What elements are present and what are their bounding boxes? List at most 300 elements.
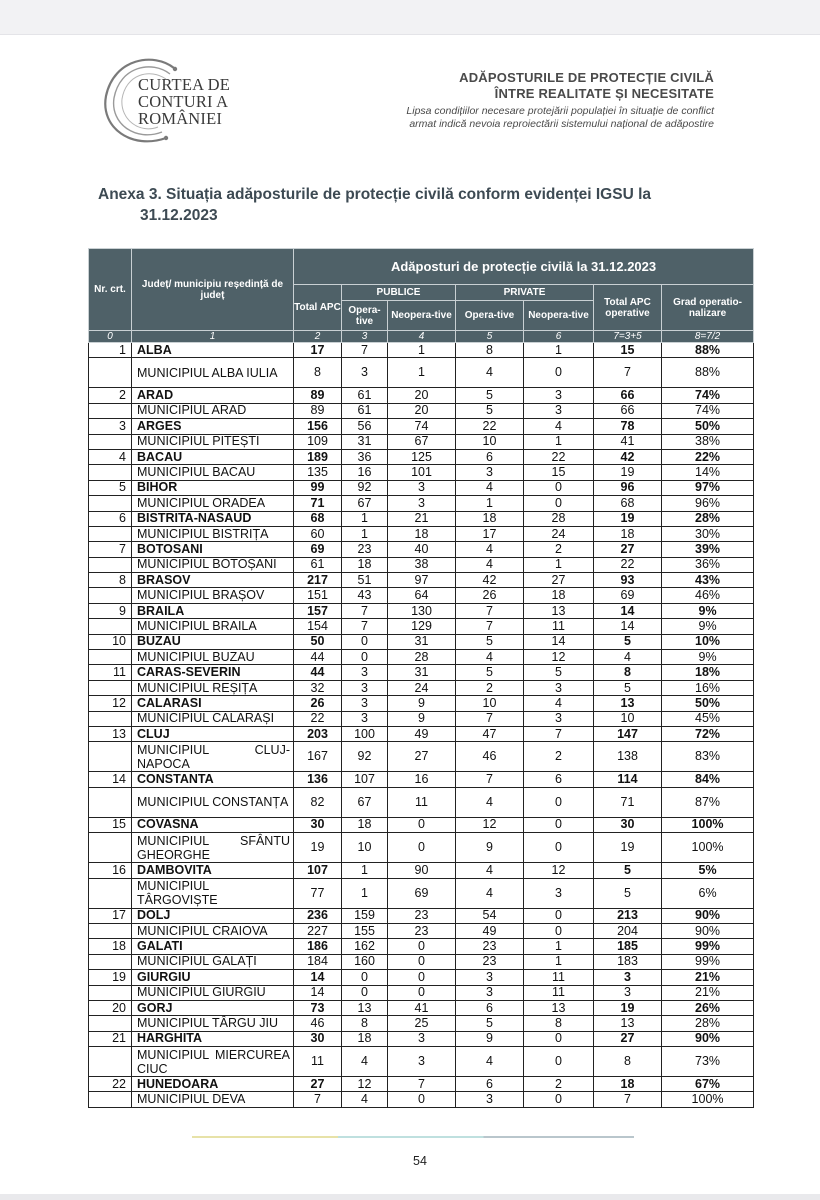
cell-prn: 0 (524, 1092, 594, 1107)
logo-line-3: ROMÂNIEI (138, 109, 223, 128)
cell-nr: 9 (89, 603, 132, 618)
county-row (89, 419, 754, 434)
report-subtitle-line-2: armat indică nevoia reproiectării sistemului național de adăpostire (409, 118, 714, 130)
header-judet: Județ/ municipiu reședință de județ (132, 249, 294, 331)
cell-op: 7 (594, 358, 662, 388)
cell-nr: 8 (89, 573, 132, 588)
cell-op: 10 (594, 711, 662, 726)
cell-total: 151 (294, 588, 342, 603)
cell-grad: 10% (662, 634, 754, 649)
county-row (89, 1031, 754, 1046)
cell-name: BRASOV (132, 573, 294, 588)
cell-name: MUNICIPIUL CONSTANȚA (132, 787, 294, 817)
cell-nr: 14 (89, 772, 132, 787)
cell-po: 31 (342, 434, 388, 449)
cell-pro: 3 (456, 465, 524, 480)
cell-po: 18 (342, 1031, 388, 1046)
cell-grad: 9% (662, 619, 754, 634)
cell-name: BIHOR (132, 480, 294, 495)
cell-po: 7 (342, 603, 388, 618)
cell-prn: 12 (524, 650, 594, 665)
cell-nr (89, 742, 132, 772)
cell-nr: 16 (89, 863, 132, 878)
cell-name: GIURGIU (132, 970, 294, 985)
cell-po: 7 (342, 343, 388, 358)
cell-pro: 9 (456, 833, 524, 863)
cell-po: 107 (342, 772, 388, 787)
cell-nr (89, 787, 132, 817)
cell-prn: 0 (524, 787, 594, 817)
report-subtitle-line-1: Lipsa condițiilor necesare protejării populației în situație de conflict (406, 105, 714, 117)
cell-prn: 0 (524, 358, 594, 388)
cell-pn: 3 (388, 480, 456, 495)
cell-total: 156 (294, 419, 342, 434)
cell-name: MUNICIPIUL BRAILA (132, 619, 294, 634)
cell-pro: 2 (456, 680, 524, 695)
cell-nr (89, 465, 132, 480)
cell-po: 159 (342, 908, 388, 923)
cell-pn: 129 (388, 619, 456, 634)
county-row (89, 939, 754, 954)
cell-prn: 4 (524, 419, 594, 434)
cell-op: 68 (594, 496, 662, 511)
cell-pn: 24 (388, 680, 456, 695)
cell-prn: 1 (524, 939, 594, 954)
cell-grad: 9% (662, 603, 754, 618)
cell-op: 183 (594, 954, 662, 969)
cell-prn: 0 (524, 908, 594, 923)
cell-prn: 2 (524, 542, 594, 557)
cell-op: 213 (594, 908, 662, 923)
cell-pn: 28 (388, 650, 456, 665)
cell-name: HARGHITA (132, 1031, 294, 1046)
report-header (314, 70, 714, 131)
cell-name: CONSTANTA (132, 772, 294, 787)
cell-pro: 23 (456, 939, 524, 954)
cell-op: 71 (594, 787, 662, 817)
cell-grad: 50% (662, 419, 754, 434)
county-row (89, 511, 754, 526)
municipality-row (89, 619, 754, 634)
cell-grad: 99% (662, 954, 754, 969)
cell-prn: 5 (524, 665, 594, 680)
cell-name: BISTRITA-NASAUD (132, 511, 294, 526)
cell-po: 4 (342, 1092, 388, 1107)
table-header (89, 249, 754, 343)
cell-pn: 97 (388, 573, 456, 588)
annex-title-line-1: Anexa 3. Situația adăposturile de protecție civilă conform evidenței IGSU la (98, 186, 651, 203)
index-cell: 7=3+5 (594, 331, 662, 343)
cell-prn: 0 (524, 817, 594, 832)
cell-grad: 43% (662, 573, 754, 588)
header-publice-operative: Opera-tive (342, 301, 388, 331)
cell-pro: 6 (456, 449, 524, 464)
cell-grad: 73% (662, 1047, 754, 1077)
cell-op: 3 (594, 970, 662, 985)
cell-pn: 3 (388, 1047, 456, 1077)
cell-op: 30 (594, 817, 662, 832)
cell-po: 1 (342, 511, 388, 526)
cell-name: MUNICIPIUL BOTOȘANI (132, 557, 294, 572)
cell-pn: 0 (388, 817, 456, 832)
cell-pro: 18 (456, 511, 524, 526)
cell-name: MUNICIPIUL GIURGIU (132, 985, 294, 1000)
cell-op: 7 (594, 1092, 662, 1107)
index-cell: 1 (132, 331, 294, 343)
cell-total: 69 (294, 542, 342, 557)
cell-pro: 54 (456, 908, 524, 923)
cell-po: 1 (342, 863, 388, 878)
municipality-row (89, 787, 754, 817)
cell-pn: 20 (388, 403, 456, 418)
header-private: PRIVATE (456, 285, 594, 301)
county-row (89, 665, 754, 680)
cell-total: 135 (294, 465, 342, 480)
cell-prn: 13 (524, 603, 594, 618)
cell-pro: 6 (456, 1000, 524, 1015)
index-cell: 2 (294, 331, 342, 343)
cell-total: 109 (294, 434, 342, 449)
cell-po: 51 (342, 573, 388, 588)
index-cell: 0 (89, 331, 132, 343)
cell-op: 18 (594, 1077, 662, 1092)
cell-name: CLUJ (132, 726, 294, 741)
cell-grad: 84% (662, 772, 754, 787)
cell-name: COVASNA (132, 817, 294, 832)
cell-prn: 8 (524, 1016, 594, 1031)
cell-nr: 6 (89, 511, 132, 526)
cell-po: 4 (342, 1047, 388, 1077)
cell-total: 14 (294, 985, 342, 1000)
cell-grad: 72% (662, 726, 754, 741)
cell-name: ALBA (132, 343, 294, 358)
cell-nr: 11 (89, 665, 132, 680)
cell-po: 13 (342, 1000, 388, 1015)
cell-op: 4 (594, 650, 662, 665)
cell-nr: 5 (89, 480, 132, 495)
cell-nr (89, 833, 132, 863)
cell-po: 155 (342, 923, 388, 938)
cell-po: 56 (342, 419, 388, 434)
cell-nr (89, 923, 132, 938)
cell-pn: 21 (388, 511, 456, 526)
cell-op: 15 (594, 343, 662, 358)
cell-prn: 12 (524, 863, 594, 878)
cell-pro: 6 (456, 1077, 524, 1092)
cell-prn: 28 (524, 511, 594, 526)
municipality-row (89, 434, 754, 449)
cell-total: 26 (294, 696, 342, 711)
cell-pro: 12 (456, 817, 524, 832)
cell-pn: 25 (388, 1016, 456, 1031)
cell-pn: 3 (388, 496, 456, 511)
cell-grad: 50% (662, 696, 754, 711)
cell-po: 3 (342, 358, 388, 388)
cell-name: MUNICIPIUL TÂRGU JIU (132, 1016, 294, 1031)
cell-nr (89, 434, 132, 449)
cell-grad: 74% (662, 388, 754, 403)
header-publice: PUBLICE (342, 285, 456, 301)
cell-pro: 47 (456, 726, 524, 741)
report-title-line-2: ÎNTRE REALITATE ȘI NECESITATE (494, 86, 714, 101)
cell-prn: 0 (524, 923, 594, 938)
cell-pro: 10 (456, 434, 524, 449)
cell-nr: 15 (89, 817, 132, 832)
cell-name: MUNICIPIUL REȘIȚA (132, 680, 294, 695)
cell-pn: 18 (388, 526, 456, 541)
cell-po: 61 (342, 388, 388, 403)
cell-prn: 1 (524, 434, 594, 449)
cell-prn: 1 (524, 343, 594, 358)
cell-pn: 40 (388, 542, 456, 557)
cell-total: 184 (294, 954, 342, 969)
cell-op: 3 (594, 985, 662, 1000)
cell-op: 22 (594, 557, 662, 572)
cell-grad: 38% (662, 434, 754, 449)
cell-pn: 9 (388, 696, 456, 711)
cell-nr: 2 (89, 388, 132, 403)
cell-total: 44 (294, 665, 342, 680)
cell-name: GALATI (132, 939, 294, 954)
cell-prn: 3 (524, 403, 594, 418)
cell-op: 147 (594, 726, 662, 741)
cell-prn: 0 (524, 1047, 594, 1077)
cell-grad: 14% (662, 465, 754, 480)
index-cell: 6 (524, 331, 594, 343)
cell-op: 19 (594, 833, 662, 863)
cell-grad: 26% (662, 1000, 754, 1015)
cell-po: 3 (342, 665, 388, 680)
cell-op: 8 (594, 1047, 662, 1077)
cell-total: 227 (294, 923, 342, 938)
cell-name: MUNICIPIUL DEVA (132, 1092, 294, 1107)
municipality-row (89, 985, 754, 1000)
county-row (89, 542, 754, 557)
cell-nr: 3 (89, 419, 132, 434)
column-index-row (89, 331, 754, 343)
cell-total: 11 (294, 1047, 342, 1077)
cell-grad: 30% (662, 526, 754, 541)
cell-name: DOLJ (132, 908, 294, 923)
cell-pro: 4 (456, 787, 524, 817)
index-cell: 5 (456, 331, 524, 343)
cell-grad: 88% (662, 358, 754, 388)
cell-name: MUNICIPIUL BACAU (132, 465, 294, 480)
cell-total: 82 (294, 787, 342, 817)
cell-po: 1 (342, 878, 388, 908)
cell-po: 36 (342, 449, 388, 464)
cell-op: 5 (594, 878, 662, 908)
county-row (89, 573, 754, 588)
cell-po: 162 (342, 939, 388, 954)
cell-nr (89, 358, 132, 388)
cell-pn: 0 (388, 833, 456, 863)
cell-grad: 45% (662, 711, 754, 726)
cell-grad: 100% (662, 817, 754, 832)
cell-pro: 10 (456, 696, 524, 711)
header-private-operative: Opera-tive (456, 301, 524, 331)
header-group-title: Adăposturi de protecție civilă la 31.12.2023 (294, 249, 754, 285)
cell-pn: 9 (388, 711, 456, 726)
cell-op: 42 (594, 449, 662, 464)
cell-name: BRAILA (132, 603, 294, 618)
cell-pn: 101 (388, 465, 456, 480)
cell-name: ARGES (132, 419, 294, 434)
cell-total: 71 (294, 496, 342, 511)
cell-name: MUNICIPIUL CLUJ-NAPOCA (132, 742, 294, 772)
cell-op: 204 (594, 923, 662, 938)
cell-po: 12 (342, 1077, 388, 1092)
cell-nr: 12 (89, 696, 132, 711)
municipality-row (89, 923, 754, 938)
viewer-top-bar (0, 0, 820, 35)
cell-op: 5 (594, 863, 662, 878)
cell-po: 0 (342, 634, 388, 649)
cell-prn: 11 (524, 970, 594, 985)
cell-pn: 0 (388, 970, 456, 985)
cell-name: MUNICIPIUL ARAD (132, 403, 294, 418)
cell-op: 18 (594, 526, 662, 541)
cell-pn: 74 (388, 419, 456, 434)
municipality-row (89, 1092, 754, 1107)
cell-op: 5 (594, 634, 662, 649)
municipality-row (89, 833, 754, 863)
cell-total: 46 (294, 1016, 342, 1031)
cell-pn: 49 (388, 726, 456, 741)
county-row (89, 970, 754, 985)
cell-total: 167 (294, 742, 342, 772)
cell-grad: 39% (662, 542, 754, 557)
county-row (89, 696, 754, 711)
municipality-row (89, 1016, 754, 1031)
cell-nr: 10 (89, 634, 132, 649)
cell-total: 22 (294, 711, 342, 726)
municipality-row (89, 650, 754, 665)
cell-pn: 11 (388, 787, 456, 817)
cell-prn: 15 (524, 465, 594, 480)
cell-grad: 16% (662, 680, 754, 695)
cell-po: 16 (342, 465, 388, 480)
cell-grad: 28% (662, 511, 754, 526)
cell-prn: 13 (524, 1000, 594, 1015)
cell-pro: 23 (456, 954, 524, 969)
cell-total: 7 (294, 1092, 342, 1107)
cell-prn: 6 (524, 772, 594, 787)
cell-grad: 9% (662, 650, 754, 665)
cell-name: MUNICIPIUL BUZAU (132, 650, 294, 665)
cell-grad: 90% (662, 908, 754, 923)
cell-grad: 18% (662, 665, 754, 680)
cell-pn: 0 (388, 1092, 456, 1107)
cell-total: 73 (294, 1000, 342, 1015)
cell-pn: 38 (388, 557, 456, 572)
cell-po: 3 (342, 680, 388, 695)
cell-nr (89, 985, 132, 1000)
footer-divider (192, 1136, 634, 1138)
county-row (89, 863, 754, 878)
cell-pro: 4 (456, 480, 524, 495)
municipality-row (89, 557, 754, 572)
cell-nr (89, 1092, 132, 1107)
county-row (89, 772, 754, 787)
cell-pn: 90 (388, 863, 456, 878)
cell-name: MUNICIPIUL SFÂNTU GHEORGHE (132, 833, 294, 863)
cell-op: 69 (594, 588, 662, 603)
cell-grad: 90% (662, 923, 754, 938)
cell-po: 7 (342, 619, 388, 634)
cell-pn: 16 (388, 772, 456, 787)
cell-total: 186 (294, 939, 342, 954)
cell-pro: 4 (456, 863, 524, 878)
cell-nr: 17 (89, 908, 132, 923)
cell-grad: 6% (662, 878, 754, 908)
cell-pn: 3 (388, 1031, 456, 1046)
cell-grad: 22% (662, 449, 754, 464)
cell-grad: 100% (662, 1092, 754, 1107)
cell-pro: 5 (456, 665, 524, 680)
cell-name: MUNICIPIUL CRAIOVA (132, 923, 294, 938)
cell-grad: 87% (662, 787, 754, 817)
cell-pro: 17 (456, 526, 524, 541)
cell-prn: 0 (524, 496, 594, 511)
index-cell: 8=7/2 (662, 331, 754, 343)
cell-name: BOTOSANI (132, 542, 294, 557)
cell-prn: 2 (524, 742, 594, 772)
cell-pro: 49 (456, 923, 524, 938)
cell-pro: 3 (456, 985, 524, 1000)
cell-total: 61 (294, 557, 342, 572)
cell-pn: 0 (388, 954, 456, 969)
cell-pro: 4 (456, 1047, 524, 1077)
municipality-row (89, 742, 754, 772)
shelters-table (88, 248, 754, 1108)
cell-grad: 90% (662, 1031, 754, 1046)
cell-nr (89, 588, 132, 603)
municipality-row (89, 358, 754, 388)
page-number: 54 (413, 1154, 427, 1168)
municipality-row (89, 711, 754, 726)
cell-nr (89, 680, 132, 695)
cell-pro: 22 (456, 419, 524, 434)
cell-prn: 0 (524, 1031, 594, 1046)
header-publice-neoperative: Neopera-tive (388, 301, 456, 331)
cell-po: 8 (342, 1016, 388, 1031)
cell-pn: 31 (388, 665, 456, 680)
cell-name: HUNEDOARA (132, 1077, 294, 1092)
cell-nr (89, 650, 132, 665)
county-row (89, 726, 754, 741)
county-row (89, 817, 754, 832)
cell-pro: 7 (456, 711, 524, 726)
cell-prn: 3 (524, 711, 594, 726)
cell-total: 107 (294, 863, 342, 878)
cell-total: 14 (294, 970, 342, 985)
cell-grad: 28% (662, 1016, 754, 1031)
cell-name: MUNICIPIUL BRAȘOV (132, 588, 294, 603)
cell-name: MUNICIPIUL CALARAȘI (132, 711, 294, 726)
cell-nr: 7 (89, 542, 132, 557)
cell-nr: 22 (89, 1077, 132, 1092)
county-row (89, 480, 754, 495)
cell-grad: 46% (662, 588, 754, 603)
cell-pro: 5 (456, 403, 524, 418)
cell-pro: 4 (456, 878, 524, 908)
header-total-apc-operative: Total APC operative (594, 285, 662, 331)
logo-line-1: CURTEA DE (138, 75, 231, 94)
county-row (89, 449, 754, 464)
cell-po: 92 (342, 742, 388, 772)
cell-total: 189 (294, 449, 342, 464)
